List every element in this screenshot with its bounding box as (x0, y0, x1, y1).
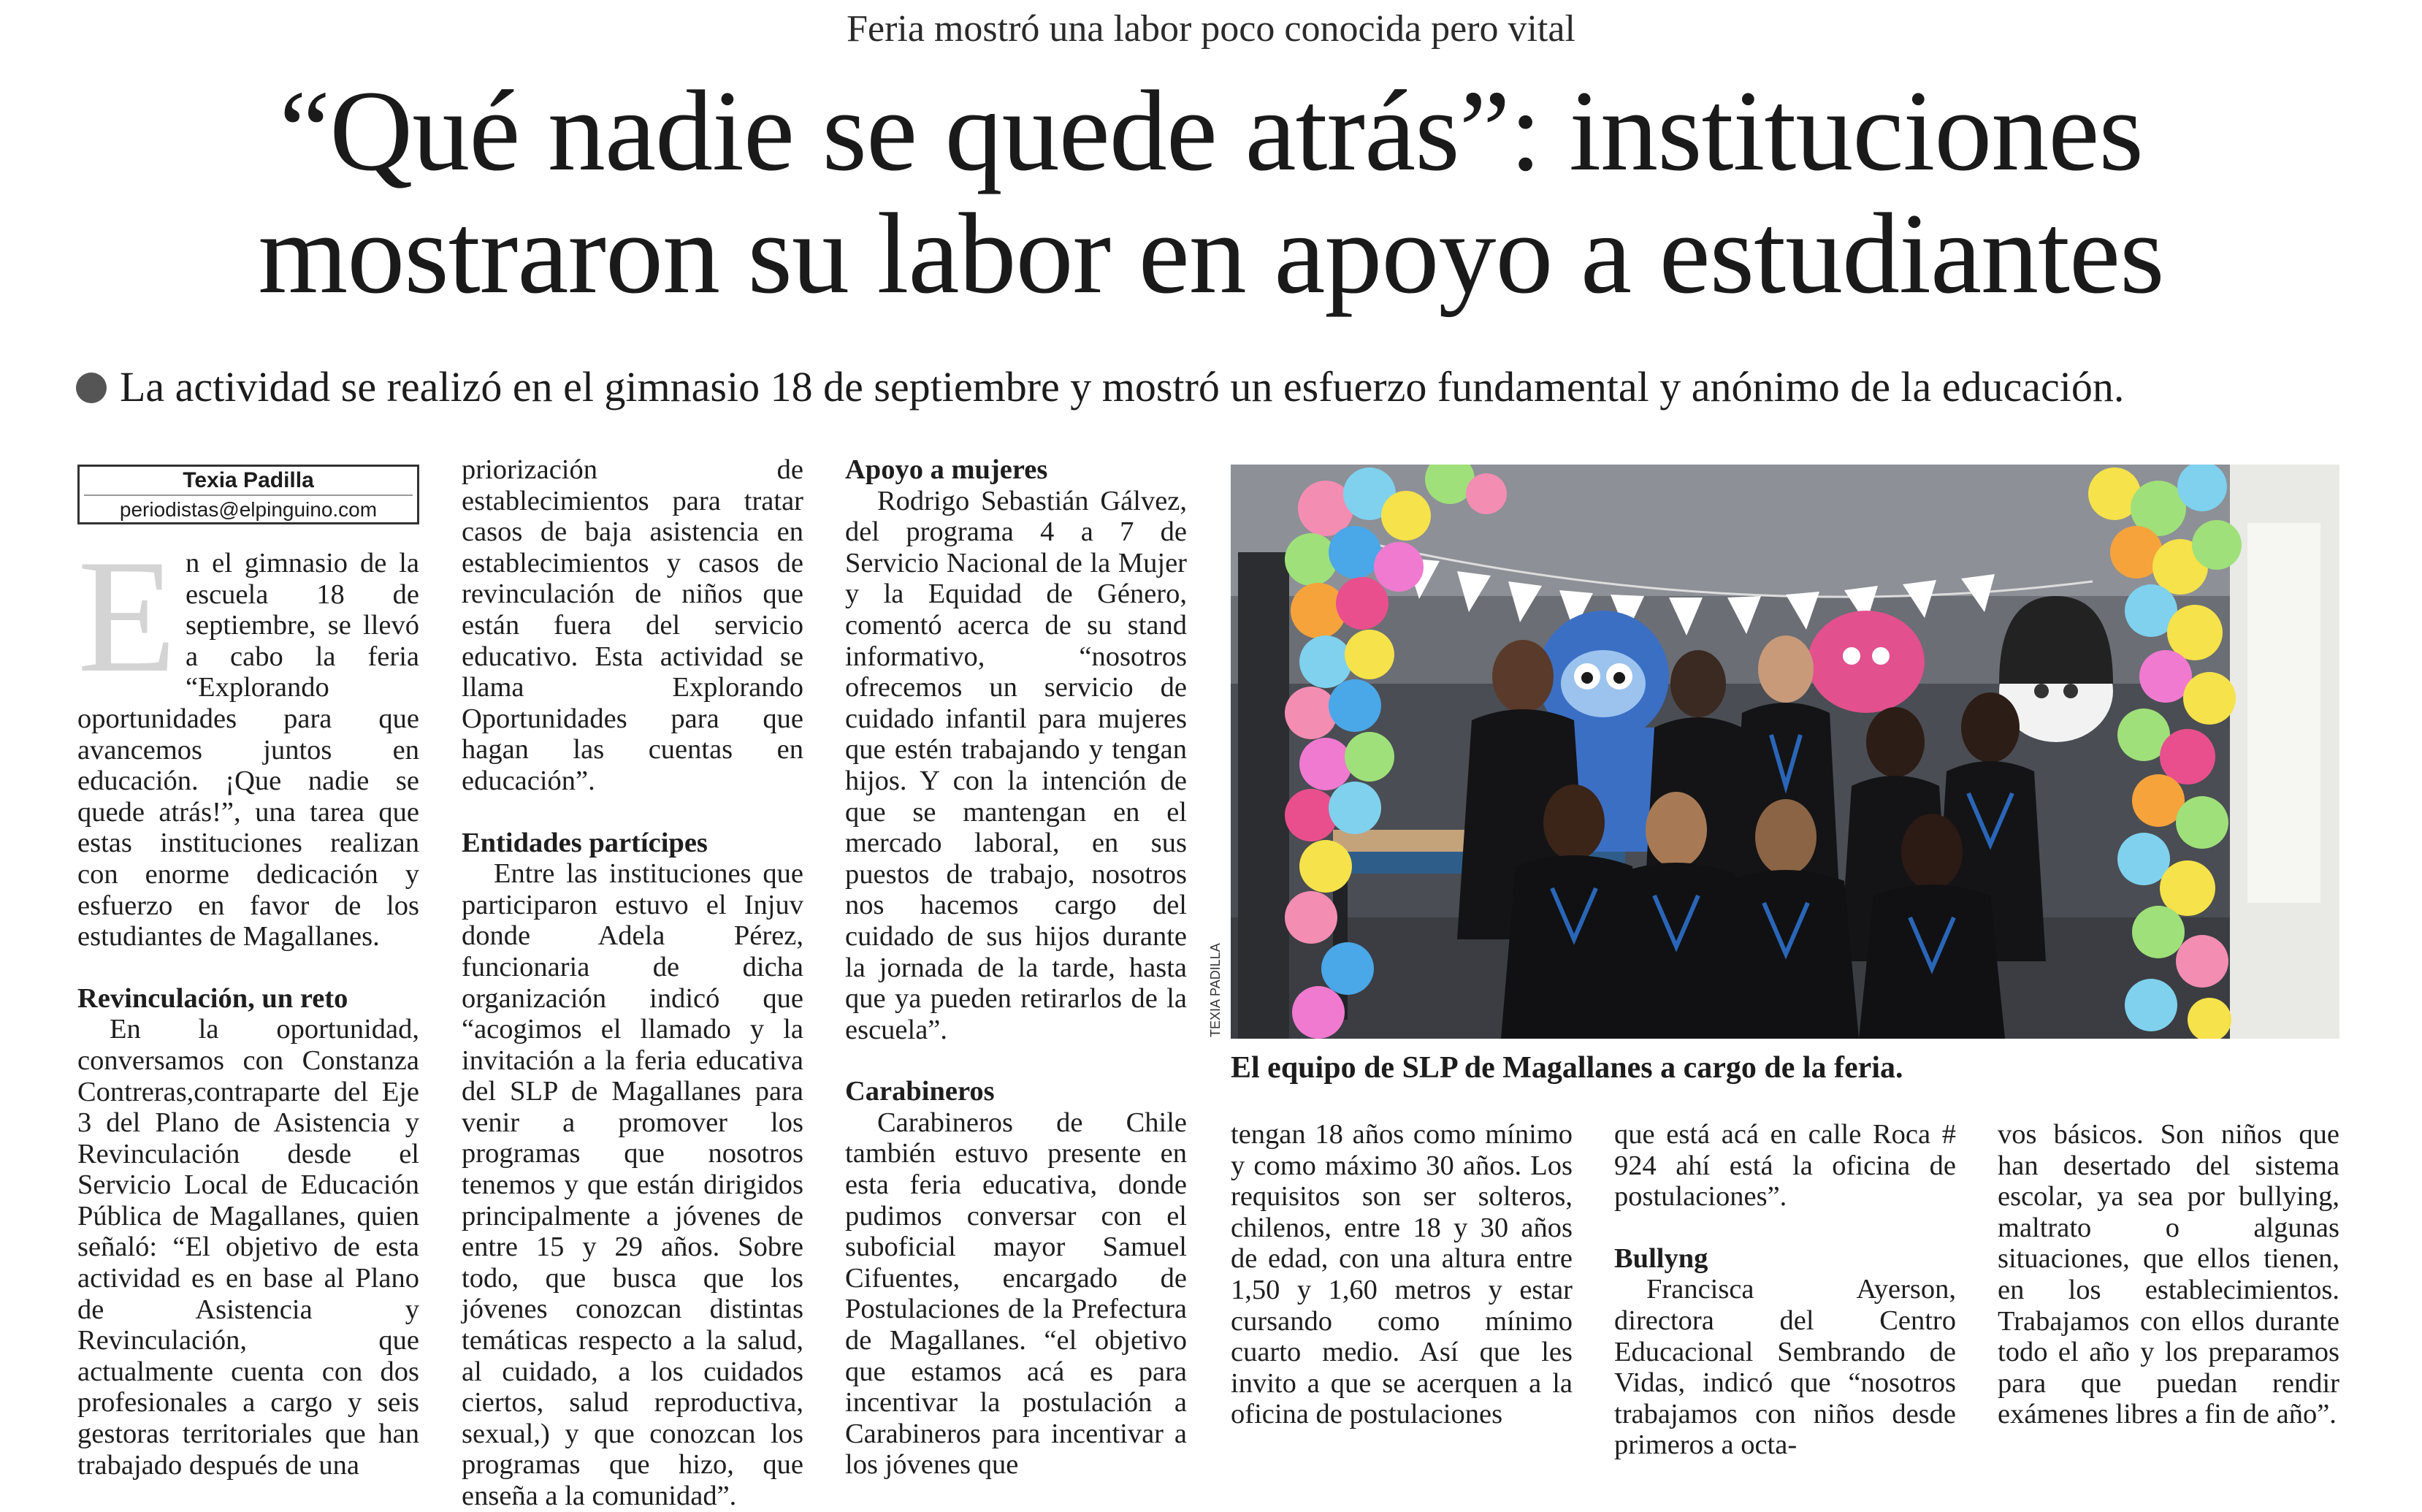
subheading-carabineros: Carabineros (845, 1076, 995, 1107)
article-column-6 (1998, 1119, 2339, 1430)
photo-caption: El equipo de SLP de Magallanes a cargo de la feria. (1231, 1051, 1903, 1085)
headline-line-1: “Qué nadie se quede atrás”: instituciones (279, 67, 2143, 195)
subheading-bullyng: Bullyng (1614, 1242, 1708, 1274)
paragraph: Rodrigo Sebastián Gálvez, del programa 4 a 7 de Servicio Nacional de la Mujer y la Equidad de Género, comentó acerca de su stand informativo, “nosotros ofrecemos un servicio de cuidado infantil para mujeres que estén trabajando y tengan hijos. Y con la intención de que se mantengan en el mercado laboral, en sus puestos de trabajo, nosotros nos hacemos cargo del cuidado de sus hijos durante la jornada de la tarde, hasta que ya pueden retirarlos de la escuela”. (845, 485, 1187, 1045)
byline-name: Texia Padilla (84, 467, 413, 496)
headline (29, 67, 2393, 318)
byline-box (77, 465, 419, 524)
kicker: Feria mostró una labor poco conocida pero vital (847, 8, 1575, 50)
paragraph: En la oportunidad, conversamos con Constanza Contreras,contraparte del Eje 3 del Plano de Asistencia y Revinculación desde el Servicio Local de Educación Pública de Magallanes, quien señaló: “El objetivo de esta actividad es en base al Plano de Asistencia y Revinculación, que actualmente cuenta con dos profesionales a cargo y seis gestoras territoriales que han trabajado después de una (77, 1014, 419, 1481)
article-column-2 (462, 454, 803, 1512)
lead-bullet-icon (76, 373, 107, 403)
drop-cap: E (77, 527, 177, 706)
lead-paragraph: La actividad se realizó en el gimnasio 18 de septiembre y mostró un esfuerzo fundamental y anónimo de la educación. (120, 363, 2125, 411)
article-column-3 (845, 454, 1187, 1481)
paragraph: priorización de establecimientos para tratar casos de baja asistencia en establecimientos y casos de revinculación de niños que están fuera del servicio educativo. Esta actividad se llama Explorando Oportunidades para que hagan las cuentas en educación”. (462, 454, 803, 796)
paragraph: vos básicos. Son niños que han desertado del sistema escolar, ya sea por bullying, maltrato o algunas situaciones, que ellos tienen, en los establecimientos. Trabajamos con ellos durante todo el año y los preparamos para que puedan rendir exámenes libres a fin de año”. (1998, 1119, 2339, 1430)
article-column-4 (1231, 1119, 1573, 1430)
article-column-5 (1614, 1119, 1956, 1461)
paragraph: Entre las instituciones que participaron estuvo el Injuv donde Adela Pérez, funcionaria de dicha organización indicó que “acogimos el llamado y la invitación a la feria educativa del SLP de Magallanes para venir a promover los programas que nosotros tenemos y que están dirigidos principalmente a jóvenes de entre 15 y 29 años. Sobre todo, que busca que los jóvenes conozcan distintas temáticas respecto a la salud, al cuidado, a los cuidados ciertos, salud reproductiva, sexual,) y que conozcan los programas que hizo, que enseña a la comunidad”. (462, 858, 803, 1511)
intro-paragraph: n el gimnasio de la escuela 18 de septiembre, se llevó a cabo la feria “Explorando oportunidades para que avancemos juntos en educación. ¡Que nadie se quede atrás!”, una tarea que estas instituciones realizan con enorme dedicación y esfuerzo en favor de los estudiantes de Magallanes. (77, 548, 419, 952)
paragraph: tengan 18 años como mínimo y como máximo 30 años. Los requisitos son ser solteros, chilenos, entre 18 y 30 años de edad, con una altura entre 1,50 y 1,60 metros y estar cursando como mínimo cuarto medio. Así que les invito a que se acerquen a la oficina de postulaciones (1231, 1119, 1573, 1430)
paragraph: Francisca Ayerson, directora del Centro Educacional Sembrando de Vidas, indicó que “nosotros trabajamos con niños desde primeros a octa- (1614, 1274, 1956, 1461)
headline-line-2: mostraron su labor en apoyo a estudiantes (258, 190, 2164, 318)
team-photo-illustration (1231, 465, 2339, 1039)
byline-email: periodistas@elpinguino.com (119, 498, 378, 521)
article-column-1 (77, 527, 419, 1481)
paragraph: Carabineros de Chile también estuvo presente en esta feria educativa, donde pudimos conversar con el suboficial mayor Samuel Cifuentes, encargado de Postulaciones de la Prefectura de Magallanes. “el objetivo que estamos acá es para incentivar la postulación a Carabineros para incentivar a los jóvenes que (845, 1107, 1187, 1481)
paragraph: que está acá en calle Roca # 924 ahí está la oficina de postulaciones”. (1614, 1119, 1956, 1213)
subheading-revinculacion: Revinculación, un reto (77, 982, 348, 1014)
subheading-apoyo-mujeres: Apoyo a mujeres (845, 454, 1048, 485)
team-photo (1231, 465, 2339, 1039)
photo-credit: TEXIA PADILLA (1208, 943, 1223, 1037)
subheading-entidades: Entidades partícipes (462, 827, 708, 858)
